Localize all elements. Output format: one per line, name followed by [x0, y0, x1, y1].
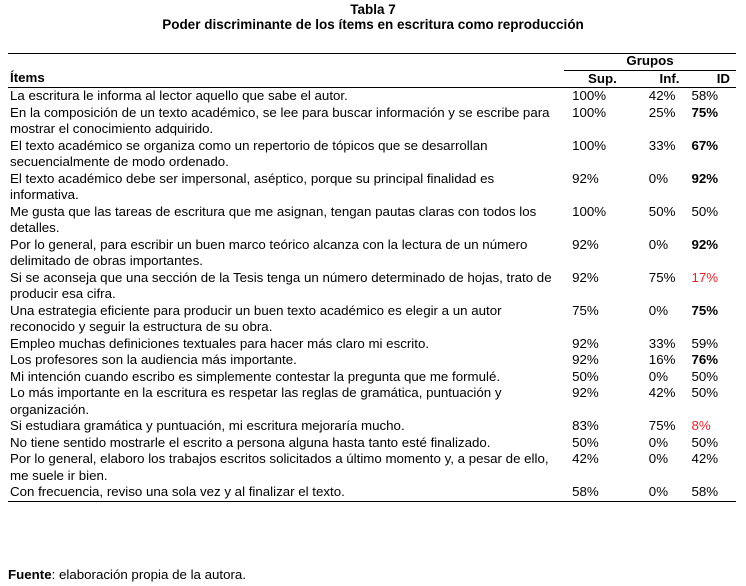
- inf-value: 42%: [648, 88, 676, 103]
- item-text: Con frecuencia, reviso una sola vez y al finalizar el texto.: [8, 484, 564, 501]
- sup-value: 92%: [572, 269, 599, 285]
- source-note: [8, 567, 246, 583]
- sup-value: 58%: [564, 484, 627, 501]
- sup-value: 100%: [572, 88, 607, 103]
- header-sup: Sup.: [564, 70, 627, 88]
- item-text: El texto académico se organiza como un repertorio de tópicos que se desarrollan secuencialmente de modo ordenado.: [10, 137, 488, 169]
- header-group-row: [8, 53, 736, 70]
- inf-value: 50%: [648, 203, 676, 219]
- table-row: [8, 451, 736, 484]
- sup-value: 100%: [572, 203, 607, 219]
- sup-value: 75%: [572, 302, 599, 318]
- header-row: [8, 70, 736, 88]
- header-items: Ítems: [8, 70, 564, 88]
- id-value: 76%: [691, 352, 719, 367]
- inf-value: 0%: [648, 170, 669, 186]
- discrimination-table: [8, 53, 736, 502]
- inf-value: 75%: [648, 418, 676, 433]
- item-text: Los profesores son la audiencia más importante.: [10, 352, 297, 367]
- item-text: Si estudiara gramática y puntuación, mi escritura mejoraría mucho.: [10, 418, 405, 433]
- sup-value: 50%: [572, 368, 599, 384]
- header-blank: [8, 53, 564, 70]
- id-value: 75%: [691, 302, 719, 318]
- inf-value: 0%: [648, 368, 669, 384]
- inf-value: 16%: [648, 352, 676, 367]
- id-value: 8%: [691, 418, 711, 433]
- id-value: 50%: [691, 203, 719, 219]
- item-text: Si se aconseja que una sección de la Tesis tenga un número determinado de hojas, trato de producir esa cifra.: [10, 269, 552, 301]
- source-label: Fuente: [8, 567, 52, 582]
- inf-value: 0%: [648, 302, 669, 318]
- sup-value: 92%: [572, 385, 599, 400]
- table-row: [8, 369, 736, 386]
- inf-value: 0%: [648, 236, 669, 252]
- inf-value: 33%: [648, 335, 676, 351]
- item-text: El texto académico debe ser impersonal, aséptico, porque su principal finalidad es informativa.: [10, 170, 495, 202]
- header-id: ID: [689, 70, 736, 88]
- header-groups: Grupos: [564, 53, 736, 70]
- sup-value: 50%: [572, 434, 599, 450]
- item-text: La escritura le informa al lector aquello que sabe el autor.: [10, 88, 348, 103]
- sup-value: 42%: [572, 451, 599, 466]
- table-row: [8, 352, 736, 369]
- id-value: 92%: [691, 236, 719, 252]
- table-row: [8, 171, 736, 204]
- table-row: [8, 88, 736, 105]
- table-row: [8, 105, 736, 138]
- sup-value: 100%: [572, 137, 607, 153]
- table-row: [8, 435, 736, 452]
- id-value: 42%: [691, 451, 719, 466]
- table-title: Poder discriminante de los ítems en escritura como reproducción: [162, 17, 584, 32]
- inf-value: 0%: [648, 451, 669, 466]
- item-text: Me gusta que las tareas de escritura que me asignan, tengan pautas claras con todos los detalles.: [10, 203, 537, 235]
- item-text: Mi intención cuando escribo es simplemente contestar la pregunta que me formulé.: [10, 368, 501, 384]
- item-text: Una estrategia eficiente para producir un buen texto académico es elegir a un autor reconocido y seguir la estructura de su obra.: [10, 302, 502, 334]
- table-row: [8, 138, 736, 171]
- table-row: [8, 237, 736, 270]
- inf-value: 0%: [648, 434, 669, 450]
- sup-value: 100%: [572, 104, 607, 120]
- item-text: No tiene sentido mostrarle el escrito a persona alguna hasta tanto esté finalizado.: [10, 434, 491, 450]
- table-row: [8, 204, 736, 237]
- item-text: Lo más importante en la escritura es respetar las reglas de gramática, puntuación y organización.: [10, 385, 502, 417]
- inf-value: 33%: [648, 137, 676, 153]
- item-text: Por lo general, para escribir un buen marco teórico alcanza con la lectura de un número delimitado de obras importantes.: [10, 236, 528, 268]
- id-value: 58%: [689, 484, 736, 501]
- id-value: 59%: [691, 335, 719, 351]
- id-value: 50%: [691, 434, 719, 450]
- sup-value: 92%: [572, 170, 599, 186]
- inf-value: 42%: [648, 385, 676, 400]
- sup-value: 92%: [572, 335, 599, 351]
- sup-value: 92%: [572, 352, 599, 367]
- item-text: En la composición de un texto académico, se lee para buscar información y se escribe para mostrar el conocimiento adquirido.: [10, 104, 550, 136]
- id-value: 50%: [691, 368, 719, 384]
- header-inf: Inf.: [627, 70, 690, 88]
- table-row: [8, 484, 736, 501]
- table-row: [8, 385, 736, 418]
- id-value: 75%: [691, 104, 719, 120]
- item-text: Empleo muchas definiciones textuales para hacer más claro mi escrito.: [10, 335, 430, 351]
- inf-value: 25%: [648, 104, 676, 120]
- item-text: Por lo general, elaboro los trabajos escritos solicitados a último momento y, a pesar de ello, me suele ir bien.: [10, 451, 549, 483]
- table-row: [8, 336, 736, 353]
- id-value: 92%: [691, 170, 719, 186]
- id-value: 58%: [691, 88, 719, 103]
- sup-value: 83%: [572, 418, 599, 433]
- source-text: : elaboración propia de la autora.: [51, 567, 247, 582]
- id-value: 50%: [691, 385, 719, 400]
- table-row: [8, 303, 736, 336]
- table-number: Tabla 7: [350, 2, 396, 17]
- sup-value: 92%: [572, 236, 599, 252]
- table-row: [8, 418, 736, 435]
- id-value: 17%: [691, 269, 719, 285]
- id-value: 67%: [691, 137, 719, 153]
- table-row: [8, 270, 736, 303]
- inf-value: 0%: [627, 484, 690, 501]
- inf-value: 75%: [648, 269, 676, 285]
